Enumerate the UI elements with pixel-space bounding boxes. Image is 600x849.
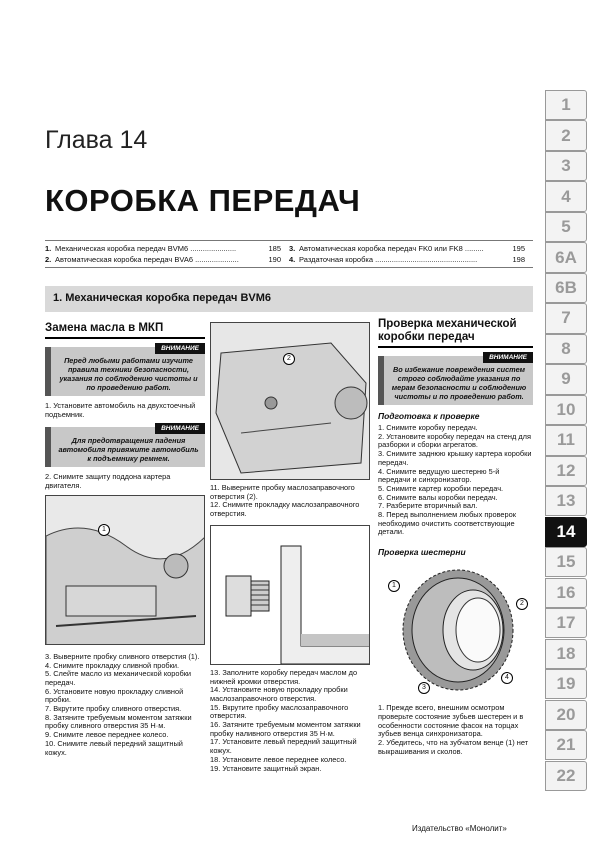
chapter-tab-7[interactable]: 7 [545, 303, 587, 333]
warning-label: ВНИМАНИЕ [155, 343, 205, 354]
column-3 [378, 318, 533, 756]
toc-page: 185 [268, 244, 281, 253]
toc-item[interactable] [45, 243, 281, 254]
col1-heading: Замена масла в МКП [45, 322, 205, 339]
chapter-tab-20[interactable]: 20 [545, 700, 587, 730]
callout-1: 1 [98, 524, 110, 536]
chapter-tabs [545, 90, 587, 791]
chapter-tab-4[interactable]: 4 [545, 181, 587, 211]
warning-label: ВНИМАНИЕ [155, 423, 205, 434]
figure-underbody [45, 495, 205, 645]
chapter-number: Глава 14 [45, 126, 148, 154]
callout-2: 2 [283, 353, 295, 365]
column-2 [210, 322, 370, 773]
chapter-tab-6b[interactable]: 6B [545, 273, 587, 303]
chapter-tab-22[interactable]: 22 [545, 761, 587, 791]
toc-number: 1. [45, 244, 52, 253]
warning-text: Во избежание повреждения систем строго соблюдайте указания по мерам безопасности и соблюдению чистоты и по проведению работ. [391, 365, 527, 401]
chapter-tab-10[interactable]: 10 [545, 395, 587, 425]
chapter-tab-3[interactable]: 3 [545, 151, 587, 181]
step-text: 1. Установите автомобиль на двухстоечный подъемник. [45, 401, 196, 419]
chapter-tab-11[interactable]: 11 [545, 425, 587, 455]
chapter-title: КОРОБКА ПЕРЕДАЧ [45, 183, 361, 218]
col3-heading: Проверка механической коробки передач [378, 318, 533, 348]
filler-plug-illustration [211, 526, 370, 665]
steps-list: 1. Прежде всего, внешним осмотром проверьте состояние зубьев шестерен и в особенности состояние фасок на торцах зубьев венца синхронизатора. 2. Убедитесь, что на зубчатом венце (1) нет выкрашивания и сколов. [378, 703, 529, 756]
chapter-tab-9[interactable]: 9 [545, 364, 587, 394]
toc-number: 3. [289, 244, 296, 253]
steps-list: 1. Снимите коробку передач. 2. Установите коробку передач на стенд для разборки и сборки агрегатов. 3. Снимите заднюю крышку картера коробки передач. 4. Снимите ведущую шестерню 5-й передачи и синхронизатор. 5. Снимите картер коробки передач. 6. Снимите валы коробки передач. 7. Разберите вторичный вал. 8. Перед выполнением любых проверок необходимо очистить соответствующие детали. [378, 423, 532, 537]
toc-text: Механическая коробка передач BVM6 ...................... [55, 244, 237, 253]
toc-number: 2. [45, 255, 52, 264]
chapter-tab-16[interactable]: 16 [545, 578, 587, 608]
steps-list: 11. Выверните пробку маслозаправочного отверстия (2). 12. Снимите прокладку маслозаправочного отверстия. [210, 483, 360, 519]
callout-gear-3: 3 [418, 682, 430, 694]
table-of-contents [45, 240, 533, 268]
toc-page: 190 [268, 255, 281, 264]
figure-gearbox [210, 322, 370, 480]
chapter-tab-5[interactable]: 5 [545, 212, 587, 242]
warning-label: ВНИМАНИЕ [483, 352, 533, 363]
warning-box [45, 347, 205, 396]
toc-right-column [289, 243, 533, 265]
steps-list: 13. Заполните коробку передач маслом до нижней кромки отверстия. 14. Установите новую прокладку пробки маслозаправочного отверстия. 15. Вкрутите пробку маслозаправочного отверстия. 16. Затяните требуемым моментом затяжки пробку наливного отверстия 35 Н·м. 17. Установите левый передний защитный кожух. 18. Установите левое переднее колесо. 19. Установите защитный экран. [210, 667, 361, 773]
gearbox-illustration [211, 323, 370, 480]
chapter-tab-8[interactable]: 8 [545, 334, 587, 364]
chapter-tab-14[interactable]: 14 [545, 517, 587, 547]
toc-page: 198 [512, 255, 525, 264]
chapter-tab-17[interactable]: 17 [545, 608, 587, 638]
chapter-tab-1[interactable]: 1 [545, 90, 587, 120]
steps-list: 3. Выверните пробку сливного отверстия (1). 4. Снимите прокладку сливной пробки. 5. Слейте масло из механической коробки передач. 6. Установите новую прокладку сливной пробки. 7. Вкрутите пробку сливного отверстия. 8. Затяните требуемым моментом затяжки пробку сливного отверстия 35 Н·м. 9. Снимите левое переднее колесо. 10. Снимите левый передний защитный кожух. [45, 651, 200, 757]
step-text: 2. Снимите защиту поддона картера двигателя. [45, 472, 171, 491]
warning-text: Перед любыми работами изучите правила техники безопасности, указания по соблюдению чистоты и по проведению работ. [59, 356, 198, 392]
warning-box [378, 356, 533, 405]
toc-item[interactable] [289, 243, 525, 254]
callout-gear-2: 2 [516, 598, 528, 610]
warning-text: Для предотвращения падения автомобиля привяжите автомобиль к подъемнику ремнем. [58, 436, 199, 464]
toc-left-column [45, 243, 289, 265]
chapter-tab-18[interactable]: 18 [545, 639, 587, 669]
chapter-tab-6a[interactable]: 6A [545, 242, 587, 272]
chapter-tab-15[interactable]: 15 [545, 547, 587, 577]
toc-item[interactable] [289, 254, 525, 265]
chapter-tab-21[interactable]: 21 [545, 730, 587, 760]
publisher: Издательство «Монолит» [412, 824, 507, 833]
figure-gear [378, 560, 533, 700]
callout-gear-1: 1 [388, 580, 400, 592]
underbody-illustration [46, 496, 205, 645]
warning-box [45, 427, 205, 467]
figure-filler-plug [210, 525, 370, 665]
chapter-tab-12[interactable]: 12 [545, 456, 587, 486]
toc-text: Автоматическая коробка передач BVA6 ..................... [55, 255, 239, 264]
column-1 [45, 322, 205, 757]
chapter-tab-2[interactable]: 2 [545, 120, 587, 150]
toc-item[interactable] [45, 254, 281, 265]
section-heading: 1. Механическая коробка передач BVM6 [45, 286, 533, 312]
toc-number: 4. [289, 255, 296, 264]
toc-text: Раздаточная коробка ................................................. [299, 255, 478, 264]
toc-page: 195 [512, 244, 525, 253]
subheading: Проверка шестерни [378, 547, 466, 558]
chapter-tab-13[interactable]: 13 [545, 486, 587, 516]
chapter-tab-19[interactable]: 19 [545, 669, 587, 699]
callout-gear-4: 4 [501, 672, 513, 684]
toc-text: Автоматическая коробка передач FK0 или FK8 ......... [299, 244, 484, 253]
subheading: Подготовка к проверке [378, 411, 480, 421]
